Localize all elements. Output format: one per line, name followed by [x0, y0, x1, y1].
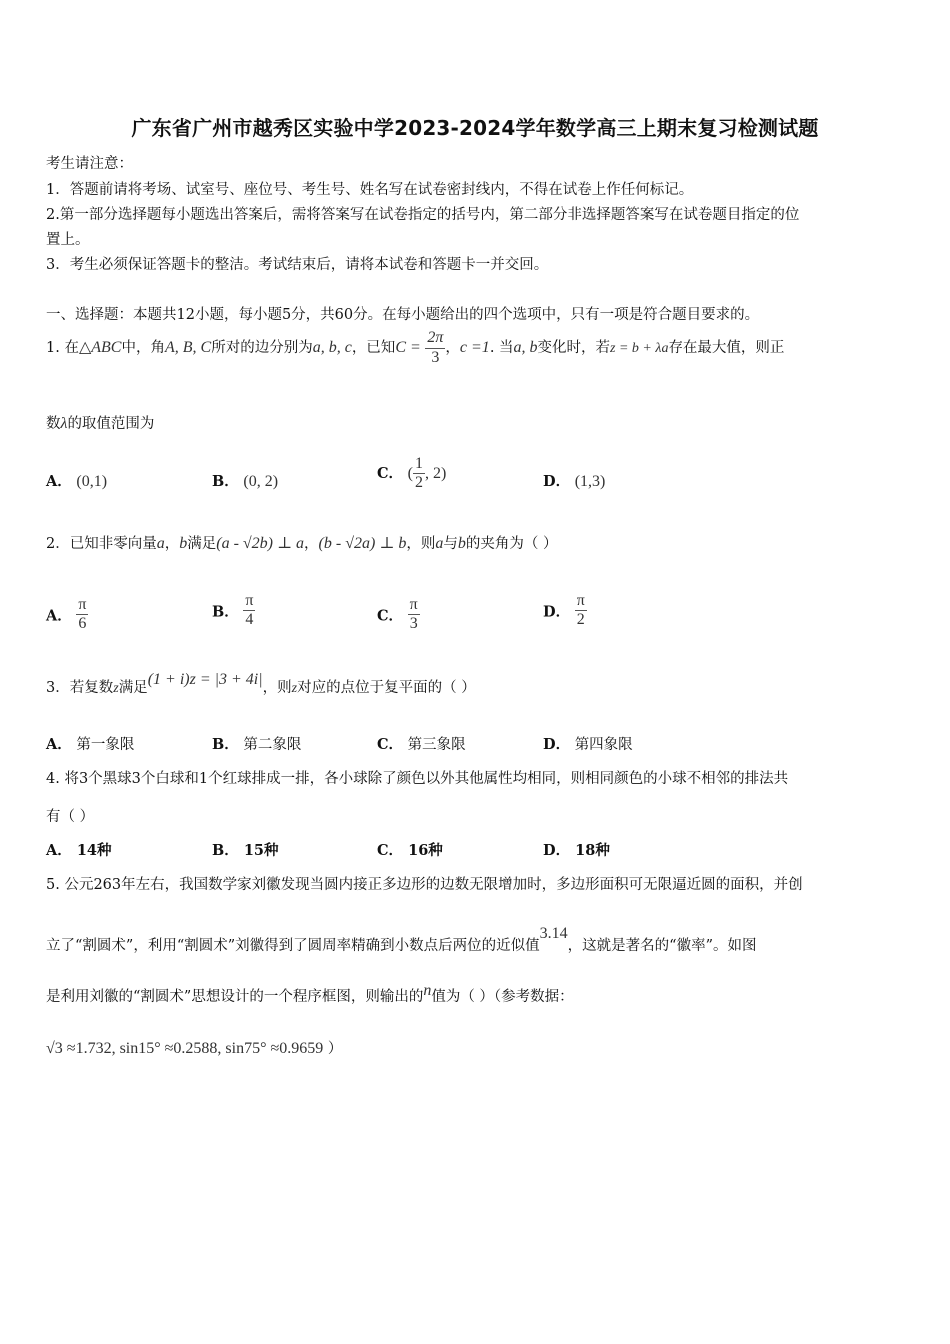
fraction: $\frac{2\pi}{3}$ [427, 329, 444, 366]
notice-item-1: 1．答题前请将考场、试室号、座位号、考生号、姓名写在试卷密封线内，不得在试卷上作任何标记。 [46, 182, 694, 198]
question-2: 2．已知非零向量a，b满足(a - √2b) ⊥ a，(b - √2a) ⊥ b，则a与b的夹角为（ ） [46, 535, 558, 552]
question-4-line-2: 有（ ） [46, 809, 95, 825]
q1-option-c[interactable]: C． ( $\frac{1}{2}$ , 2) [377, 455, 447, 492]
fraction: $\frac{\pi}{2}$ [576, 592, 585, 629]
question-3: 3．若复数z满足(1 + i)z = |3 + 4i|，则z对应的点位于复平面的（ ） [46, 671, 476, 696]
reference-data: √3 ≈1.732, sin15° ≈0.2588, sin75° ≈0.9659 [46, 1040, 324, 1057]
page-title: 广东省广州市越秀区实验中学2023-2024学年数学高三上期末复习检测试题 [131, 116, 819, 140]
question-5-line-1: 5. 公元263年左右，我国数学家刘徽发现当圆内接正多边形的边数无限增加时，多边形面积可无限逼近圆的面积，并创 [46, 877, 803, 893]
notice-item-2: 2.第一部分选择题每小题选出答案后，需将答案写在试卷指定的括号内，第二部分非选择题答案写在试卷题目指定的位 [46, 207, 800, 223]
fraction: $\frac{1}{2}$ [414, 455, 423, 492]
question-5-line-4: √3 ≈1.732, sin15° ≈0.2588, sin75° ≈0.9659 ） [46, 1040, 343, 1057]
section-heading: 一、选择题：本题共12小题，每小题5分，共60分。在每小题给出的四个选项中，只有一项是符合题目要求的。 [46, 307, 760, 323]
q2-option-b[interactable]: B． $\frac{\pi}{4}$ [212, 592, 254, 629]
q3-option-c[interactable]: C． 第三象限 [377, 736, 466, 753]
q1-option-a[interactable]: A． (0,1) [46, 473, 108, 490]
notice-item-3: 3．考生必须保证答题卡的整洁。考试结束后，请将本试卷和答题卡一并交回。 [46, 257, 549, 273]
question-4-line-1: 4. 将3个黑球3个白球和1个红球排成一排，各小球除了颜色以外其他属性均相同，则相同颜色的小球不相邻的排法共 [46, 771, 789, 787]
q2-option-c[interactable]: C． $\frac{\pi}{3}$ [377, 596, 418, 633]
q1-option-b[interactable]: B． (0, 2) [212, 473, 279, 490]
q4-option-b[interactable]: B． 15种 [212, 842, 279, 859]
question-1-line-2: 数λ的取值范围为 [46, 415, 155, 432]
q2-option-a[interactable]: A． $\frac{\pi}{6}$ [46, 596, 87, 633]
notice-item-2-cont: 置上。 [46, 232, 90, 248]
question-5-line-3: 是利用刘徽的“割圆术”思想设计的一个程序框图，则输出的n值为（ ）（参考数据： [46, 982, 574, 1005]
q4-option-c[interactable]: C． 16种 [377, 842, 443, 859]
q3-option-b[interactable]: B． 第二象限 [212, 736, 302, 753]
notice-heading: 考生请注意： [46, 156, 133, 172]
q3-option-d[interactable]: D． 第四象限 [543, 736, 633, 753]
question-5-line-2: 立了“割圆术”，利用“割圆术”刘徽得到了圆周率精确到小数点后两位的近似值3.14，这就是著名的“徽率”。如图 [46, 925, 757, 954]
q2-option-d[interactable]: D． $\frac{\pi}{2}$ [543, 592, 585, 629]
q1-option-d[interactable]: D． (1,3) [543, 473, 606, 490]
question-1-line-1: 1. 在△ABC中，角A, B, C所对的边分别为a, b, c，已知C = $\frac{2\pi}{3}$ ，c =1. 当a, b变化时，若z = b + λa存在最大值，则正 [46, 329, 785, 366]
q4-option-a[interactable]: A． 14种 [46, 842, 112, 859]
q4-option-d[interactable]: D． 18种 [543, 842, 610, 859]
fraction: $\frac{\pi}{6}$ [78, 596, 87, 633]
fraction: $\frac{\pi}{3}$ [409, 596, 418, 633]
fraction: $\frac{\pi}{4}$ [245, 592, 254, 629]
q3-option-a[interactable]: A． 第一象限 [46, 736, 135, 753]
